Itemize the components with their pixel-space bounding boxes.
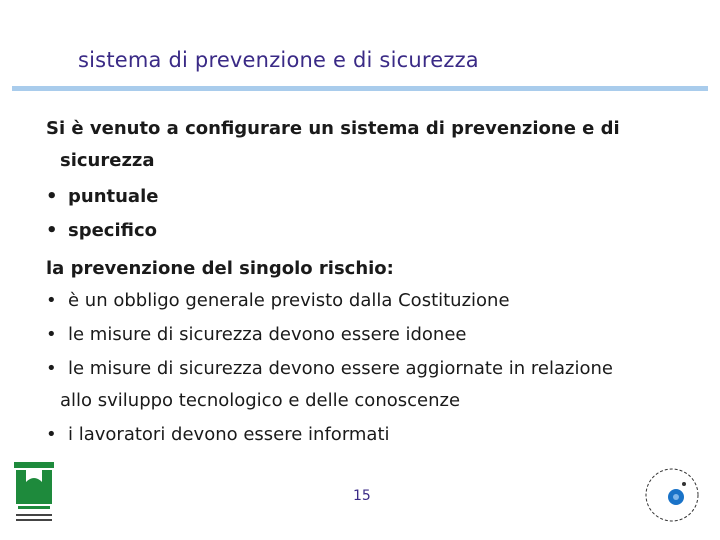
page-number: 15: [353, 488, 371, 504]
slide-title: sistema di prevenzione e di sicurezza: [78, 48, 479, 72]
bullet-marker: •: [46, 220, 58, 241]
list-item: [46, 324, 467, 345]
list-item: [46, 290, 510, 311]
bullet-marker: •: [46, 186, 58, 207]
bullet-marker: •: [46, 358, 57, 379]
circular-seal-logo-icon: [636, 462, 708, 528]
title-divider: [12, 86, 708, 91]
list-item: [46, 358, 613, 379]
list-item: [46, 220, 157, 241]
list-item-text: specifico: [68, 220, 158, 241]
intro-line-continued: sicurezza: [60, 150, 155, 171]
bullet-marker: •: [46, 290, 57, 311]
university-logo-icon: [10, 460, 58, 526]
list-item-text: le misure di sicurezza devono essere idonee: [68, 324, 467, 345]
intro-line: Si è venuto a configurare un sistema di prevenzione e di: [46, 118, 620, 139]
bullet-marker: •: [46, 324, 57, 345]
subheading: la prevenzione del singolo rischio:: [46, 258, 394, 279]
list-item: [46, 424, 390, 445]
list-item-text: i lavoratori devono essere informati: [68, 424, 390, 445]
bullet-marker: •: [46, 424, 57, 445]
list-item-continued: [46, 390, 460, 411]
list-item-text: allo sviluppo tecnologico e delle conoscenze: [60, 390, 461, 411]
list-item-text: le misure di sicurezza devono essere aggiornate in relazione: [68, 358, 613, 379]
list-item-text: è un obbligo generale previsto dalla Costituzione: [68, 290, 510, 311]
list-item: [46, 186, 158, 207]
list-item-text: puntuale: [68, 186, 159, 207]
